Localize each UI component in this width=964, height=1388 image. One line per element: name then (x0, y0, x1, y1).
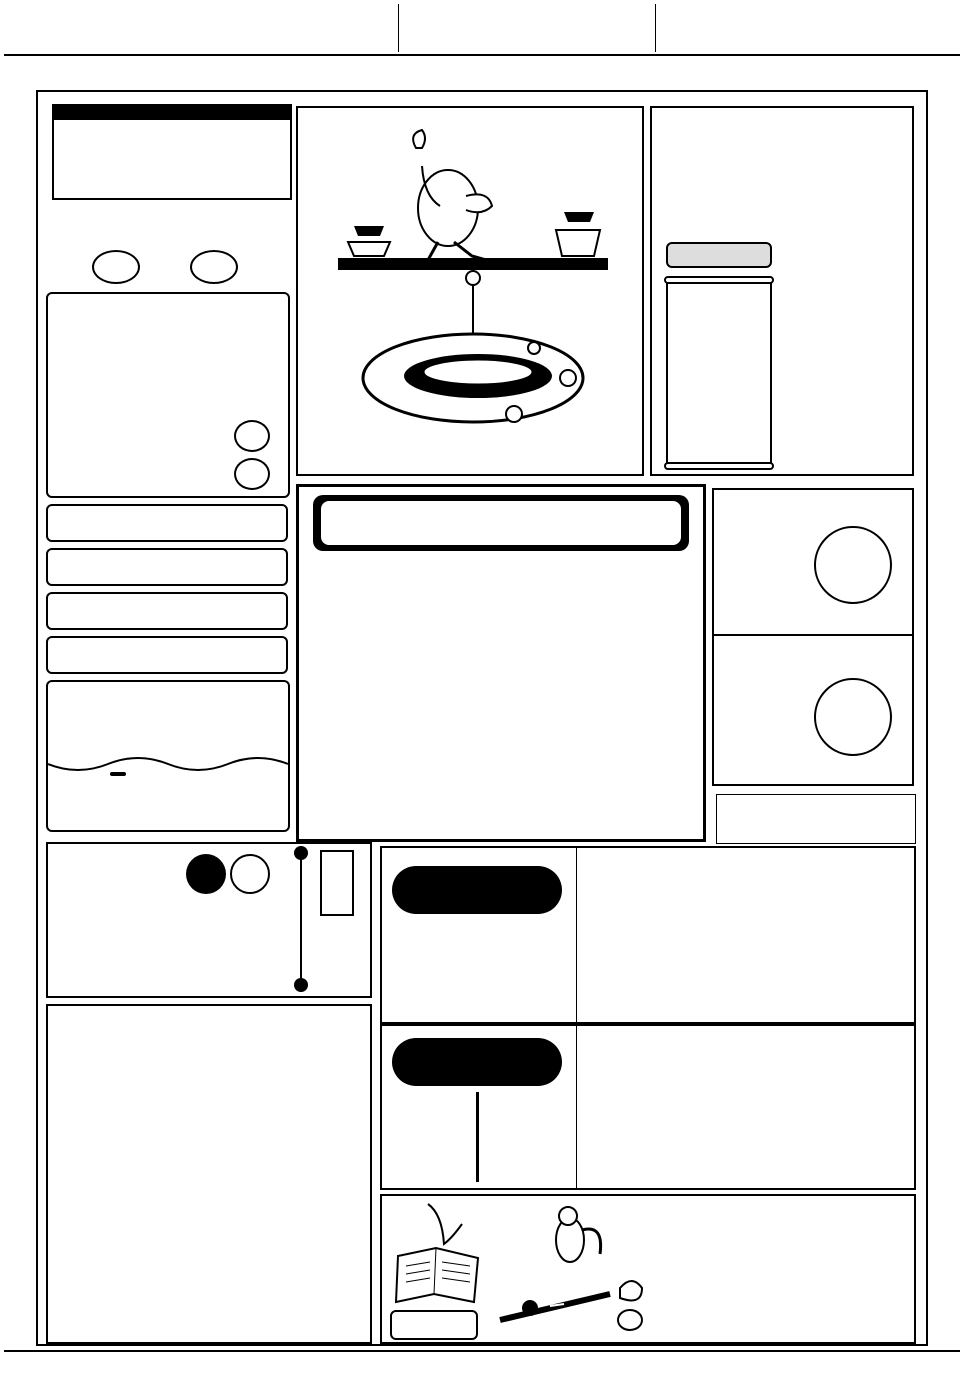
computer-analysis-panel (296, 484, 706, 842)
special-open-label (392, 1038, 562, 1086)
treasure-picture-panel (296, 106, 644, 476)
search-code-seal (666, 242, 772, 268)
interpret-panel (380, 1194, 916, 1344)
contribution-panel (46, 680, 290, 832)
balance-board-picture (490, 1200, 660, 1340)
liuhe-mystery-panel (650, 106, 914, 476)
special-open-panel (380, 1024, 916, 1190)
zodiac-puzzle-grid (54, 1070, 366, 1338)
open-count-number-2 (814, 678, 892, 756)
special-number-2 (234, 458, 270, 490)
open-count-number-1 (814, 526, 892, 604)
open-count-panel-2 (712, 634, 914, 786)
wave-divider (48, 752, 288, 782)
rooster-balance-picture (298, 108, 642, 474)
interpret-label (390, 1310, 478, 1340)
lucky-range-row (46, 636, 288, 674)
brand-border-right (928, 62, 958, 1346)
poem-scroll (666, 280, 772, 466)
brand-border-left (6, 62, 36, 1346)
special-number-1 (234, 420, 270, 452)
hot-number-1 (92, 250, 140, 284)
hot-number-2 (190, 250, 238, 284)
zodiac-puzzle-panel (46, 1004, 372, 1344)
total-label (392, 866, 562, 914)
riddle-title-b (186, 854, 226, 894)
contribution-note (110, 772, 126, 776)
total-panel (380, 846, 916, 1024)
riddle-title-c (230, 854, 270, 894)
riddle-panel (46, 842, 372, 998)
lucky-number-row (46, 504, 288, 542)
lucky-zodiac-row (46, 548, 288, 586)
riddle-side-label (320, 850, 354, 916)
computer-title (321, 501, 681, 545)
lucky-color-row (46, 592, 288, 630)
brand-border-top (36, 62, 928, 86)
open-count-panel-1 (712, 488, 914, 636)
computer-number-row (339, 563, 679, 607)
big-buy-panel (716, 794, 916, 844)
special-code-panel (46, 292, 290, 498)
book-hand-picture (388, 1200, 488, 1306)
hot-cold-table-panel (52, 104, 292, 200)
hot-cold-table-title (54, 106, 290, 120)
